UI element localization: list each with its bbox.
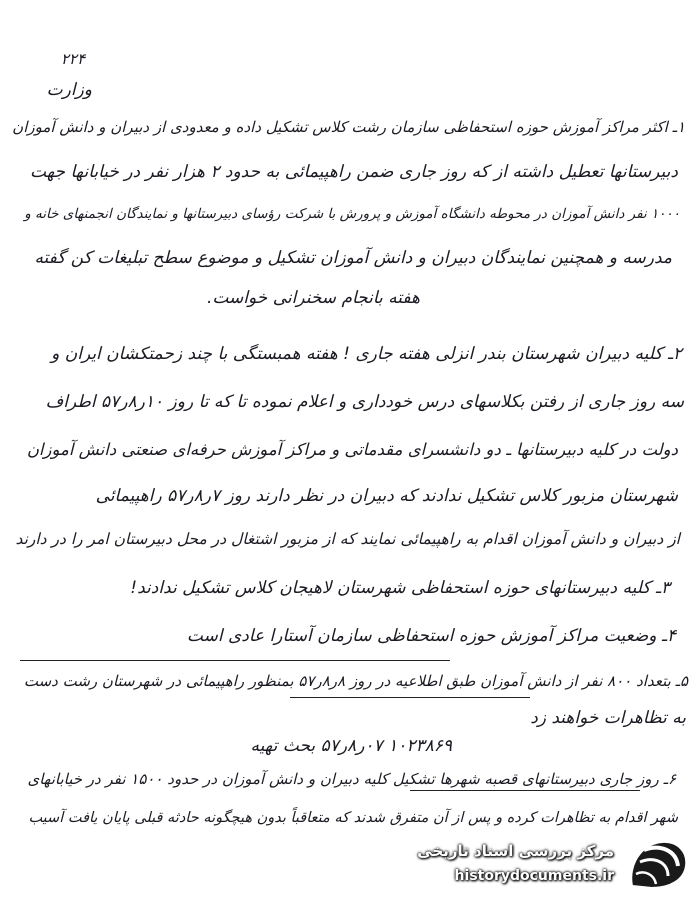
document-line: ۲ـ کلیه دبیران شهرستان بندر انزلی هفته جاری ! هفته همبستگی با چند زحمتکشان ایران و xyxy=(51,344,682,364)
document-line: ۱ـ اکثر مراکز آموزش حوزه استحفاظی سازمان رشت کلاس تشکیل داده و معدودی از دبیران و دانش آموزان xyxy=(12,118,685,136)
document-heading: وزارت xyxy=(46,80,92,100)
document-line: ۶ـ روز جاری دبیرستانهای قصبه شهرها تشکیل کلیه دبیران و دانش آموزان در حدود ۱۵۰۰ نفر در خیابانهای xyxy=(27,770,676,788)
document-line: ۱۰۰۰ نفر دانش آموزان در محوطه دانشگاه آموزش و پرورش با شرکت رؤسای دبیرستانها و نمایندگان انجمنهای خانه و xyxy=(24,206,680,222)
underline-stroke xyxy=(20,660,450,661)
document-line: سه روز جاری از رفتن بکلاسهای درس خودداری و اعلام نموده تا که تا روز ۱۰ر۸ر۵۷ اطراف xyxy=(45,392,684,412)
document-line: ۳ـ کلیه دبیرستانهای حوزه استحفاظی شهرستان لاهیجان کلاس تشکیل ندادند! xyxy=(130,578,670,598)
watermark xyxy=(417,836,696,894)
document-line: دولت در کلیه دبیرستانها ـ دو دانشسرای مقدماتی و مراکز آموزش حرفه‌ای صنعتی دانش آموزان xyxy=(26,440,678,459)
document-line: دبیرستانها تعطیل داشته از که روز جاری ضمن راهپیمائی به حدود ۲ هزار نفر در خیابانها جهت xyxy=(30,162,678,182)
archive-logo-icon xyxy=(622,836,692,894)
document-line: مدرسه و همچنین نمایندگان دبیران و دانش آموزان تشکیل و موضوع سطح تبلیغات کن گفته xyxy=(34,248,672,268)
underline-stroke xyxy=(290,697,530,698)
document-line: به تظاهرات خواهند زد xyxy=(530,708,686,728)
page-number: ۲۲۴ xyxy=(60,50,85,68)
watermark-title: مرکز بررسی اسناد تاریخی xyxy=(417,842,614,860)
watermark-url: historydocuments.ir xyxy=(454,868,614,884)
document-line: هفته بانجام سخنرانی خواست. xyxy=(206,288,420,308)
document-line: شهرستان مزبور کلاس تشکیل ندادند که دبیران در نظر دارند روز ۷ر۸ر۵۷ راهپیمائی xyxy=(95,486,678,506)
document-line: شهر اقدام به تظاهرات کرده و پس از آن متفرق شدند که متعاقباً بدون هیچگونه حادثه قبلی پایان یافت آسیب xyxy=(28,810,678,826)
document-line: ۱۰۲۳۸۶۹ ۰۷ر۸ر۵۷ بحث تهیه xyxy=(250,736,452,756)
document-line: از دبیران و دانش آموزان اقدام به راهپیمائی نمایند که از مزبور اشتغال در محل دبیرستان امر را در دارند xyxy=(15,530,680,548)
document-line: ۴ـ وضعیت مراکز آموزش حوزه استحفاظی سازمان آستارا عادی است xyxy=(186,626,676,646)
underline-stroke xyxy=(410,790,640,791)
document-line: ۵ـ بتعداد ۸۰۰ نفر از دانش آموزان طبق اطلاعیه در روز ۸ر۸ر۵۷ بمنظور راهپیمائی در شهرستان رشت دست xyxy=(23,672,688,690)
